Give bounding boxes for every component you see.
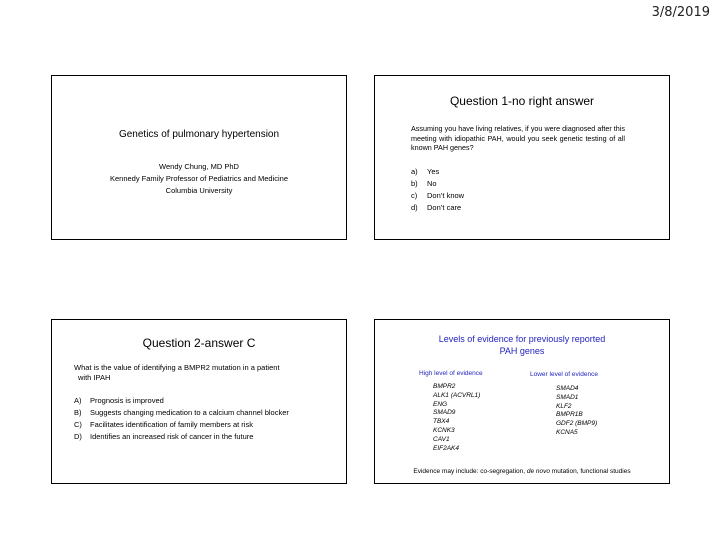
gene-item: EIF2AK4 (433, 444, 460, 452)
gene-item: ENG (433, 400, 448, 408)
gene-item: GDF2 (BMP9) (556, 420, 598, 428)
option-letter: A) (74, 396, 82, 405)
footer-suffix: mutation, functional studies (550, 468, 631, 475)
option-text: Identifies an increased risk of cancer in the future (90, 432, 254, 441)
low-evidence-gene-list (556, 385, 597, 438)
gene-item: KCNA5 (556, 428, 578, 436)
option-text: Yes (427, 167, 440, 176)
question-2-title: Question 2-answer C (142, 336, 256, 350)
footer-italic: de novo (526, 468, 550, 475)
question-2-option-a (74, 396, 164, 405)
question-2-option-c (74, 420, 253, 429)
gene-item: ALK1 (ACVRL1) (433, 391, 481, 399)
option-letter: b) (411, 179, 418, 188)
gene-item: KLF2 (556, 402, 572, 410)
evidence-footer (375, 468, 669, 475)
question-2-option-b (74, 408, 289, 417)
option-text: Prognosis is improved (90, 396, 164, 405)
slide-title[interactable] (51, 75, 347, 240)
question-1-text: Assuming you have living relatives, if you were diagnosed after this meeting with idiopathic PAH, would you seek genetic testing of all known PAH genes? (411, 124, 625, 152)
author-name: Wendy Chung, MD PhD (159, 162, 239, 171)
option-letter: B) (74, 408, 82, 417)
option-letter: d) (411, 203, 418, 212)
high-evidence-header: High level of evidence (419, 370, 483, 377)
option-letter: a) (411, 167, 418, 176)
slide-question-2[interactable] (51, 319, 347, 484)
gene-item: SMAD4 (556, 385, 579, 392)
question-1-option-b (411, 179, 437, 188)
option-text: Don’t know (427, 191, 465, 200)
option-text: Don’t care (427, 203, 462, 212)
question-1-option-d (411, 203, 461, 212)
author-affiliation: Columbia University (165, 186, 233, 195)
slide-evidence-levels[interactable] (374, 319, 670, 484)
question-2-text (74, 363, 324, 383)
gene-item: CAV1 (433, 435, 450, 443)
gene-item: KCNK3 (433, 426, 455, 434)
slide-question-1[interactable] (374, 75, 670, 240)
evidence-title (375, 333, 669, 357)
evidence-title-line-2: PAH genes (499, 346, 545, 356)
gene-item: BMPR2 (433, 383, 456, 390)
low-evidence-header: Lower level of evidence (530, 371, 598, 378)
option-text: Suggests changing medication to a calcium channel blocker (90, 408, 289, 417)
gene-item: SMAD1 (556, 393, 579, 401)
gene-item: SMAD9 (433, 409, 456, 417)
gene-item: BMPR1B (556, 411, 583, 419)
question-1-title: Question 1-no right answer (449, 94, 595, 108)
option-letter: c) (411, 191, 418, 200)
option-text: No (427, 179, 437, 188)
question-1-option-a (411, 167, 439, 176)
question-2-line-1: What is the value of identifying a BMPR2 mutation in a patient (74, 363, 280, 372)
question-1-option-c (411, 191, 464, 200)
footer-prefix: Evidence may include: co-segregation, (413, 468, 527, 475)
slide-date: 3/8/2019 (651, 5, 710, 20)
author-position: Kennedy Family Professor of Pediatrics and Medicine (109, 174, 288, 183)
high-evidence-gene-list (433, 383, 480, 453)
question-2-option-d (74, 432, 253, 441)
gene-item: TBX4 (433, 418, 450, 426)
presentation-title: Genetics of pulmonary hypertension (118, 129, 280, 140)
option-letter: C) (74, 420, 82, 429)
question-2-line-2: with IPAH (78, 373, 111, 382)
evidence-title-line-1: Levels of evidence for previously reported (438, 334, 606, 344)
option-letter: D) (74, 432, 82, 441)
option-text: Facilitates identification of family members at risk (90, 420, 253, 429)
